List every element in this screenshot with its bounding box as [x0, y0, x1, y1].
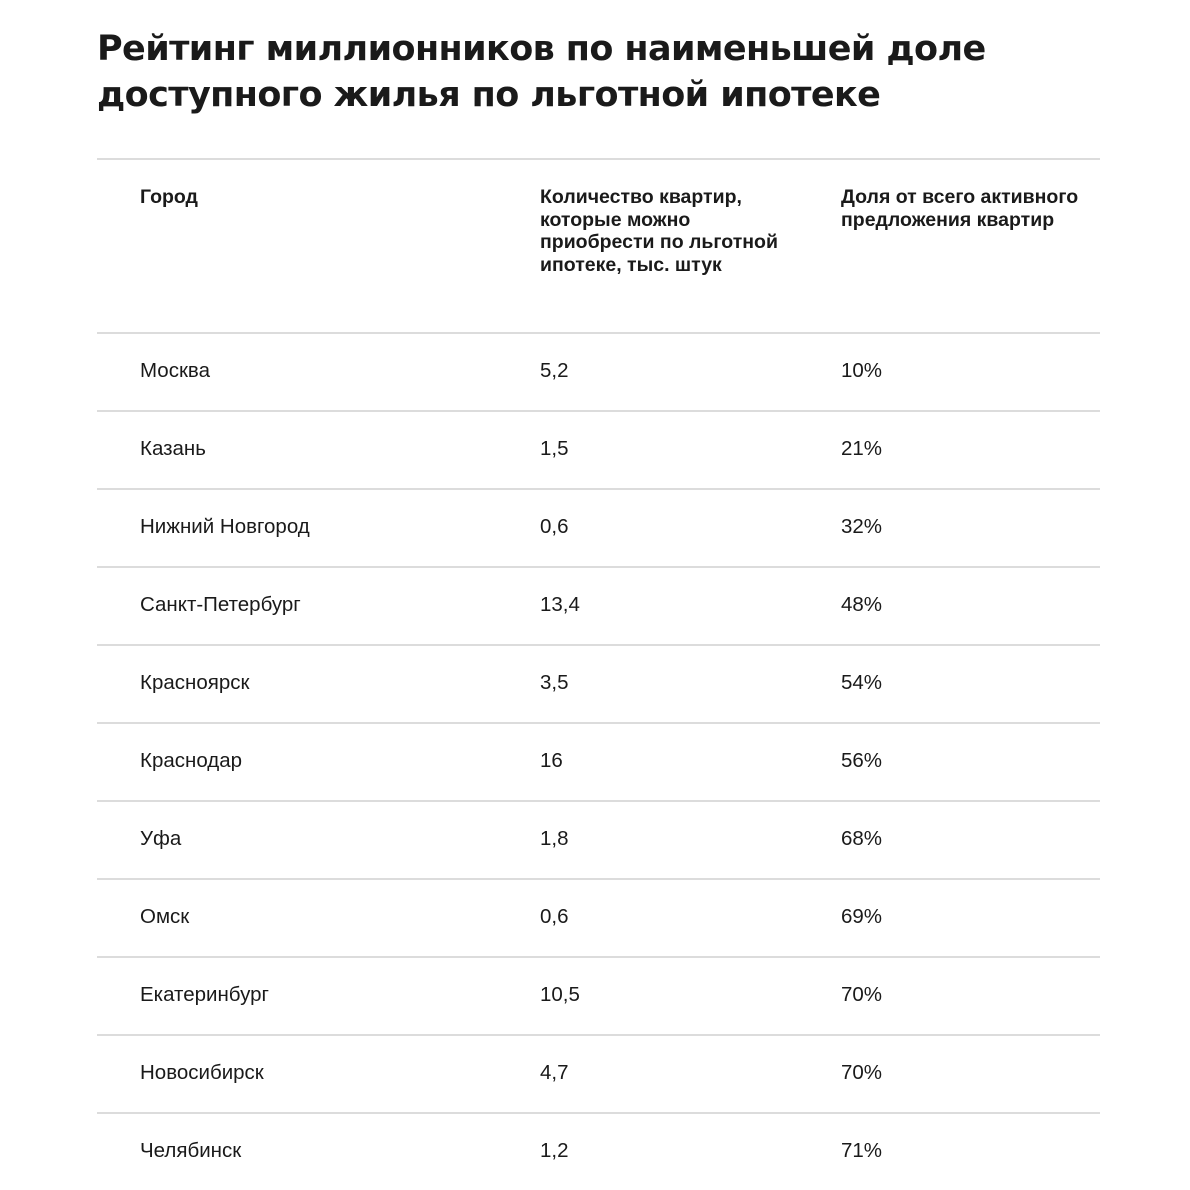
- cell-share: 54%: [841, 671, 883, 694]
- table-row: [97, 412, 1100, 490]
- cell-share: 21%: [841, 437, 883, 460]
- column-header-apartments-count: Количество квартир, которые можно приобрести по льготной ипотеке, тыс. штук: [540, 186, 778, 276]
- cell-city: Екатеринбург: [140, 983, 269, 1006]
- cell-city: Новосибирск: [140, 1061, 264, 1084]
- cell-city: Казань: [140, 437, 206, 460]
- column-header-share: Доля от всего активного предложения квартир: [841, 186, 1079, 231]
- table-row: [97, 1036, 1100, 1114]
- table-row: [97, 1114, 1100, 1190]
- cell-city: Краснодар: [140, 749, 243, 772]
- chart-title: Рейтинг миллионников по наименьшей доле доступного жилья по льготной ипотеке: [97, 29, 986, 115]
- cell-apartments-count: 0,6: [540, 515, 569, 538]
- cell-share: 32%: [841, 515, 883, 538]
- cell-share: 70%: [841, 983, 883, 1006]
- cell-city: Красноярск: [140, 671, 250, 694]
- cell-city: Уфа: [140, 827, 182, 850]
- cell-apartments-count: 16: [540, 749, 563, 772]
- cell-apartments-count: 3,5: [540, 671, 569, 694]
- cell-apartments-count: 1,5: [540, 437, 569, 460]
- table-row: [97, 334, 1100, 412]
- column-header-city: Город: [140, 186, 198, 208]
- table-row: [97, 802, 1100, 880]
- cell-city: Санкт-Петербург: [140, 593, 301, 616]
- table-row: [97, 880, 1100, 958]
- table-row: [97, 490, 1100, 568]
- cell-share: 56%: [841, 749, 883, 772]
- table-row: [97, 568, 1100, 646]
- cell-apartments-count: 1,8: [540, 827, 569, 850]
- cell-apartments-count: 5,2: [540, 359, 569, 382]
- table-row: [97, 958, 1100, 1036]
- cell-share: 10%: [841, 359, 883, 382]
- cell-share: 71%: [841, 1139, 883, 1162]
- table-body: [97, 334, 1100, 1190]
- cell-apartments-count: 13,4: [540, 593, 580, 616]
- cell-city: Омск: [140, 905, 190, 928]
- cell-city: Нижний Новгород: [140, 515, 310, 538]
- table-header-row: [97, 160, 1100, 334]
- table-row: [97, 724, 1100, 802]
- cell-apartments-count: 1,2: [540, 1139, 569, 1162]
- cell-city: Москва: [140, 359, 210, 382]
- cell-apartments-count: 4,7: [540, 1061, 569, 1084]
- cell-share: 70%: [841, 1061, 883, 1084]
- table-row: [97, 646, 1100, 724]
- cell-apartments-count: 10,5: [540, 983, 580, 1006]
- data-table: [97, 158, 1100, 1190]
- cell-city: Челябинск: [140, 1139, 242, 1162]
- cell-share: 69%: [841, 905, 883, 928]
- cell-apartments-count: 0,6: [540, 905, 569, 928]
- cell-share: 48%: [841, 593, 883, 616]
- cell-share: 68%: [841, 827, 883, 850]
